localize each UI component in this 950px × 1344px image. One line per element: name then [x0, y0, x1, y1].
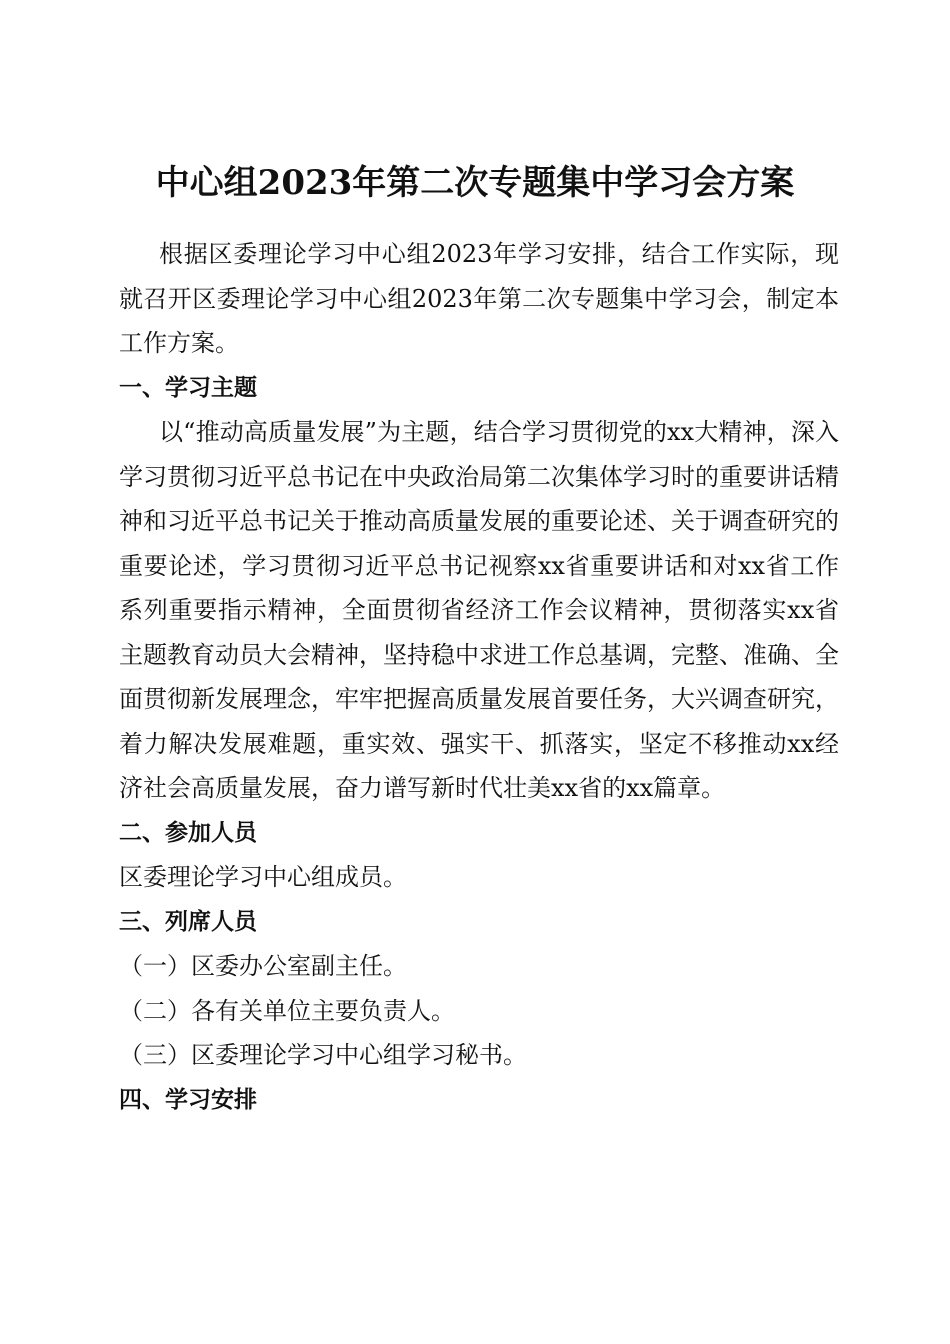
- section-heading-attendees: 三、列席人员: [119, 908, 257, 935]
- theme-paragraph: 以“推动高质量发展”为主题，结合学习贯彻党的xx大精神，深入学习贯彻习近平总书记在中央政治局第二次集体学习时的重要讲话精神和习近平总书记关于推动高质量发展的重要论述、关于调查研究的重要论述，学习贯彻习近平总书记视察xx省重要讲话和对xx省工作系列重要指示精神，全面贯彻省经济工作会议精神，贯彻落实xx省主题教育动员大会精神，坚持稳中求进工作总基调，完整、准确、全面贯彻新发展理念，牢牢把握高质量发展首要任务，大兴调查研究，着力解决发展难题，重实效、强实干、抓落实，坚定不移推动xx经济社会高质量发展，奋力谱写新时代壮美xx省的xx篇章。: [119, 418, 839, 802]
- section-heading-participants: 二、参加人员: [119, 819, 257, 846]
- attendee-item: （一）区委办公室副主任。: [119, 952, 407, 980]
- attendee-item: （二）各有关单位主要负责人。: [119, 996, 455, 1025]
- document-body: [119, 232, 839, 1122]
- section-heading-theme: 一、学习主题: [119, 374, 257, 401]
- section-heading-schedule: 四、学习安排: [119, 1086, 257, 1113]
- attendee-item: （三）区委理论学习中心组学习秘书。: [119, 1041, 527, 1069]
- intro-paragraph: 根据区委理论学习中心组2023年学习安排，结合工作实际，现就召开区委理论学习中心组2023年第二次专题集中学习会，制定本工作方案。: [119, 240, 839, 357]
- participants-text: 区委理论学习中心组成员。: [119, 863, 407, 891]
- document-title: 中心组2023年第二次专题集中学习会方案: [155, 162, 795, 203]
